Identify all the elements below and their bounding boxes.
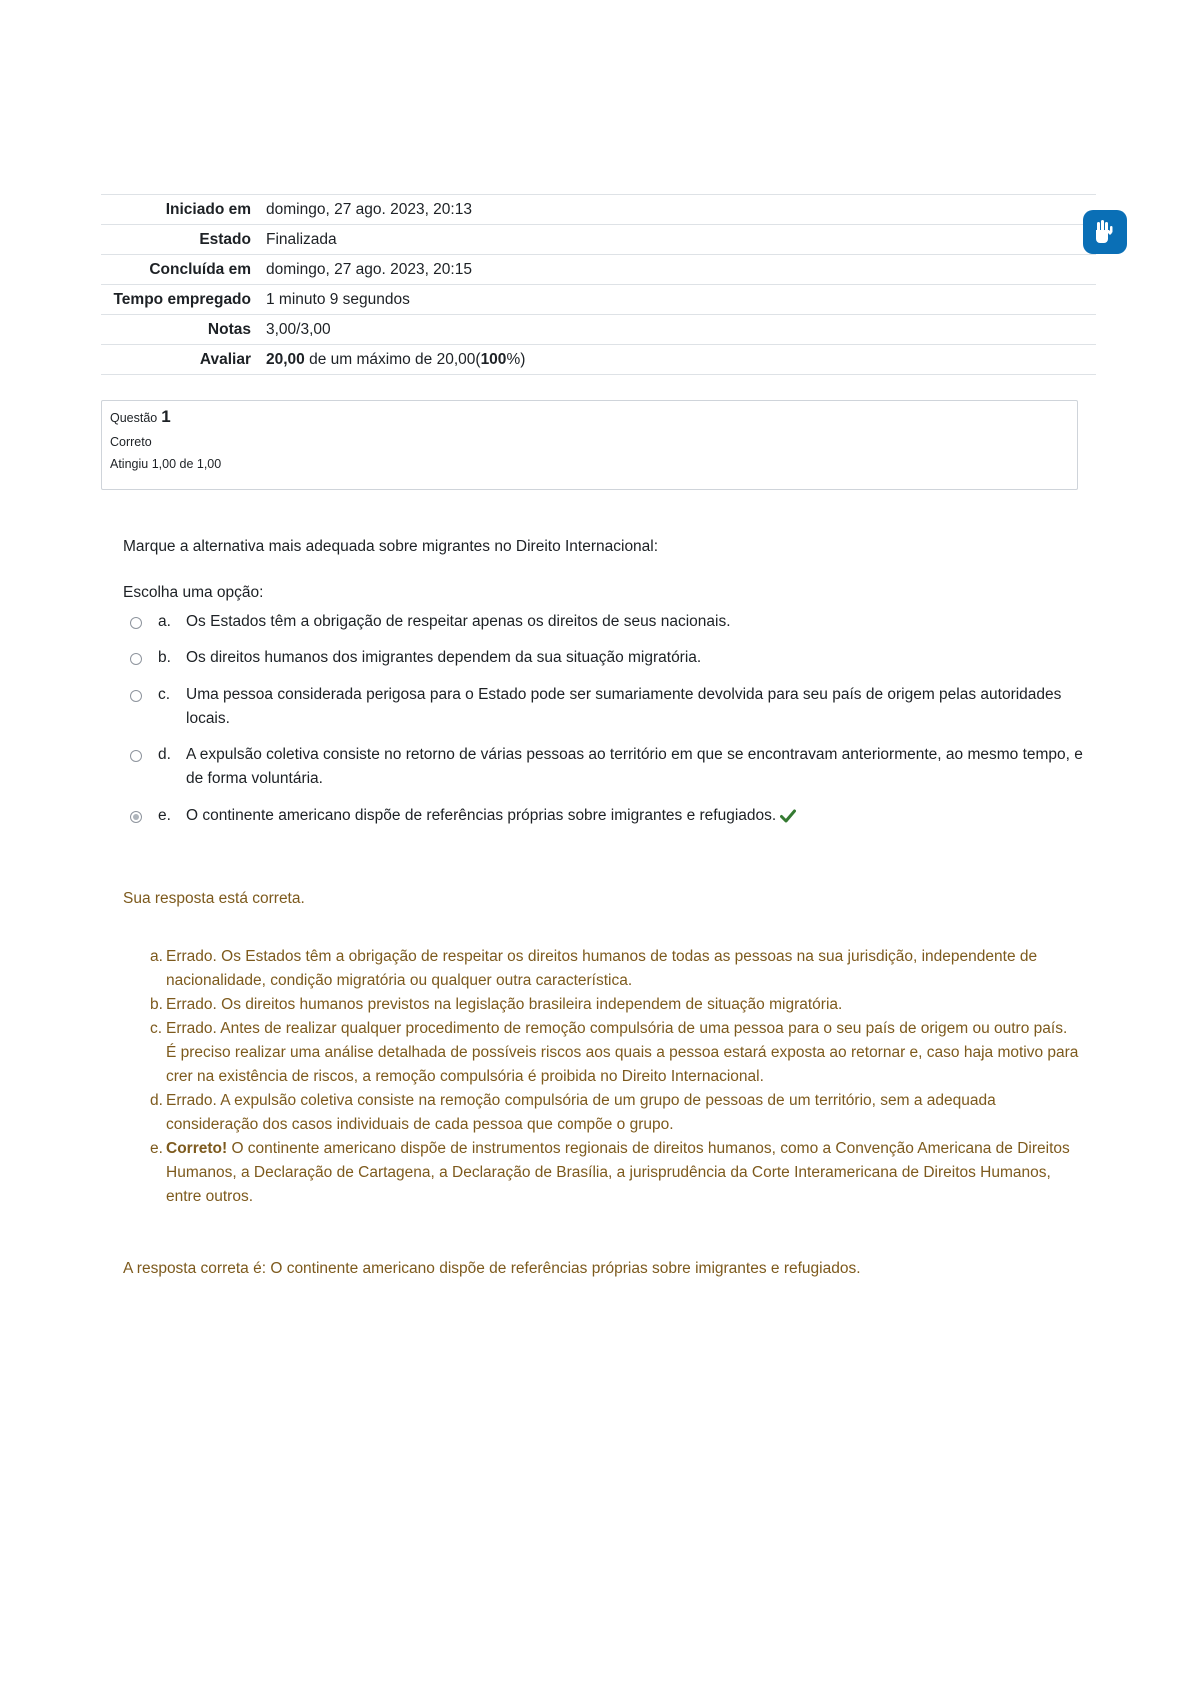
- explanation-d: [150, 1089, 1080, 1137]
- summary-value: domingo, 27 ago. 2023, 20:15: [266, 261, 472, 278]
- explanation-text: Errado. A expulsão coletiva consiste na remoção compulsória de um grupo de pessoas de um território, sem a adequada consideração dos casos individuais de cada pessoa que compõe o grupo.: [166, 1092, 996, 1133]
- radio-b[interactable]: [130, 653, 142, 665]
- grade-score: 20,00: [266, 351, 305, 368]
- summary-label: Iniciado em: [165, 201, 251, 218]
- question-number: [110, 407, 1069, 427]
- explanation-text: Errado. Os Estados têm a obrigação de respeitar os direitos humanos de todas as pessoas na sua jurisdição, independente de nacionalidade, condição migratória ou qualquer outra característica.: [166, 948, 1038, 989]
- summary-label: Concluída em: [149, 261, 251, 278]
- summary-label: Avaliar: [199, 351, 251, 368]
- radio-e-selected[interactable]: [130, 811, 142, 823]
- grade-middle: de um máximo de 20,00(: [309, 351, 481, 368]
- summary-value: Finalizada: [266, 231, 337, 248]
- option-text-wrap: [186, 804, 1086, 828]
- question-mark: Atingiu 1,00 de 1,00: [110, 457, 222, 471]
- option-text: A expulsão coletiva consiste no retorno de várias pessoas ao território em que se encontravam anteriormente, ao mesmo tempo, e de forma voluntária.: [186, 746, 1083, 787]
- option-letter: a.: [158, 613, 171, 630]
- option-c[interactable]: [130, 683, 1086, 731]
- accessibility-sign-language-button[interactable]: [1083, 210, 1127, 254]
- question-text: Marque a alternativa mais adequada sobre migrantes no Direito Internacional:: [123, 538, 659, 555]
- radio-a[interactable]: [130, 617, 142, 629]
- summary-row-started: [101, 195, 1096, 225]
- explanation-label: a.: [150, 948, 163, 965]
- explanation-a: [150, 945, 1080, 993]
- summary-row-completed: [101, 255, 1096, 285]
- option-e[interactable]: [130, 804, 1086, 828]
- explanation-label: e.: [150, 1140, 163, 1157]
- sign-language-hands-icon: [1090, 217, 1120, 247]
- explanation-c: [150, 1017, 1080, 1089]
- option-letter: e.: [158, 807, 171, 824]
- radio-d[interactable]: [130, 750, 142, 762]
- option-letter: c.: [158, 686, 171, 703]
- option-text: O continente americano dispõe de referências próprias sobre imigrantes e refugiados.: [186, 807, 777, 824]
- summary-row-marks: [101, 315, 1096, 345]
- right-answer: A resposta correta é: O continente americano dispõe de referências próprias sobre imigrantes e refugiados.: [123, 1260, 861, 1277]
- check-icon: [780, 809, 796, 823]
- option-text: Uma pessoa considerada perigosa para o Estado pode ser sumariamente devolvida para seu país de origem pelas autoridades locais.: [186, 686, 1062, 727]
- answer-prompt: Escolha uma opção:: [123, 584, 264, 601]
- summary-value: [266, 345, 1096, 375]
- option-a[interactable]: [130, 610, 1086, 634]
- explanation-correct-label: Correto!: [166, 1140, 228, 1157]
- feedback-explanations: [150, 945, 1080, 1209]
- explanation-e: [150, 1137, 1080, 1209]
- summary-value: 3,00/3,00: [266, 321, 331, 338]
- option-text: Os Estados têm a obrigação de respeitar apenas os direitos de seus nacionais.: [186, 613, 731, 630]
- explanation-text: Errado. Os direitos humanos previstos na legislação brasileira independem de situação migratória.: [166, 996, 843, 1013]
- option-letter: d.: [158, 746, 171, 763]
- grade-percent: 100: [480, 351, 507, 368]
- summary-row-grade: [101, 345, 1096, 375]
- explanation-text: O continente americano dispõe de instrumentos regionais de direitos humanos, como a Convenção Americana de Direitos Humanos, a Declaração de Cartagena, a Declaração de Brasília, a jurisprudência da Corte Interamericana de Direitos Humanos, entre outros.: [166, 1140, 1070, 1205]
- option-letter: b.: [158, 649, 171, 666]
- quiz-summary-table: [101, 194, 1096, 375]
- question-status: Correto: [110, 435, 152, 449]
- grade-end: %): [506, 351, 526, 368]
- explanation-label: d.: [150, 1092, 163, 1109]
- option-d[interactable]: [130, 743, 1086, 791]
- summary-row-state: [101, 225, 1096, 255]
- question-number-value: 1: [161, 407, 171, 426]
- explanation-text: Errado. Antes de realizar qualquer procedimento de remoção compulsória de uma pessoa para o seu país de origem ou outro país. É preciso realizar uma análise detalhada de possíveis riscos aos quais a pessoa estará exposta ao retornar e, caso haja motivo para crer na existência de riscos, a remoção compulsória é proibida no Direito Internacional.: [166, 1020, 1079, 1085]
- summary-label: Estado: [199, 231, 251, 248]
- summary-row-time: [101, 285, 1096, 315]
- summary-value: domingo, 27 ago. 2023, 20:13: [266, 201, 472, 218]
- feedback-summary: Sua resposta está correta.: [123, 890, 305, 907]
- summary-value: 1 minuto 9 segundos: [266, 291, 410, 308]
- radio-c[interactable]: [130, 690, 142, 702]
- explanation-b: [150, 993, 1080, 1017]
- explanation-label: b.: [150, 996, 163, 1013]
- question-info-box: [101, 400, 1078, 490]
- explanation-label: c.: [150, 1020, 163, 1037]
- summary-label: Notas: [207, 321, 251, 338]
- option-text: Os direitos humanos dos imigrantes dependem da sua situação migratória.: [186, 649, 702, 666]
- question-label: Questão: [110, 411, 158, 425]
- summary-label: Tempo empregado: [113, 291, 251, 308]
- option-b[interactable]: [130, 646, 1086, 670]
